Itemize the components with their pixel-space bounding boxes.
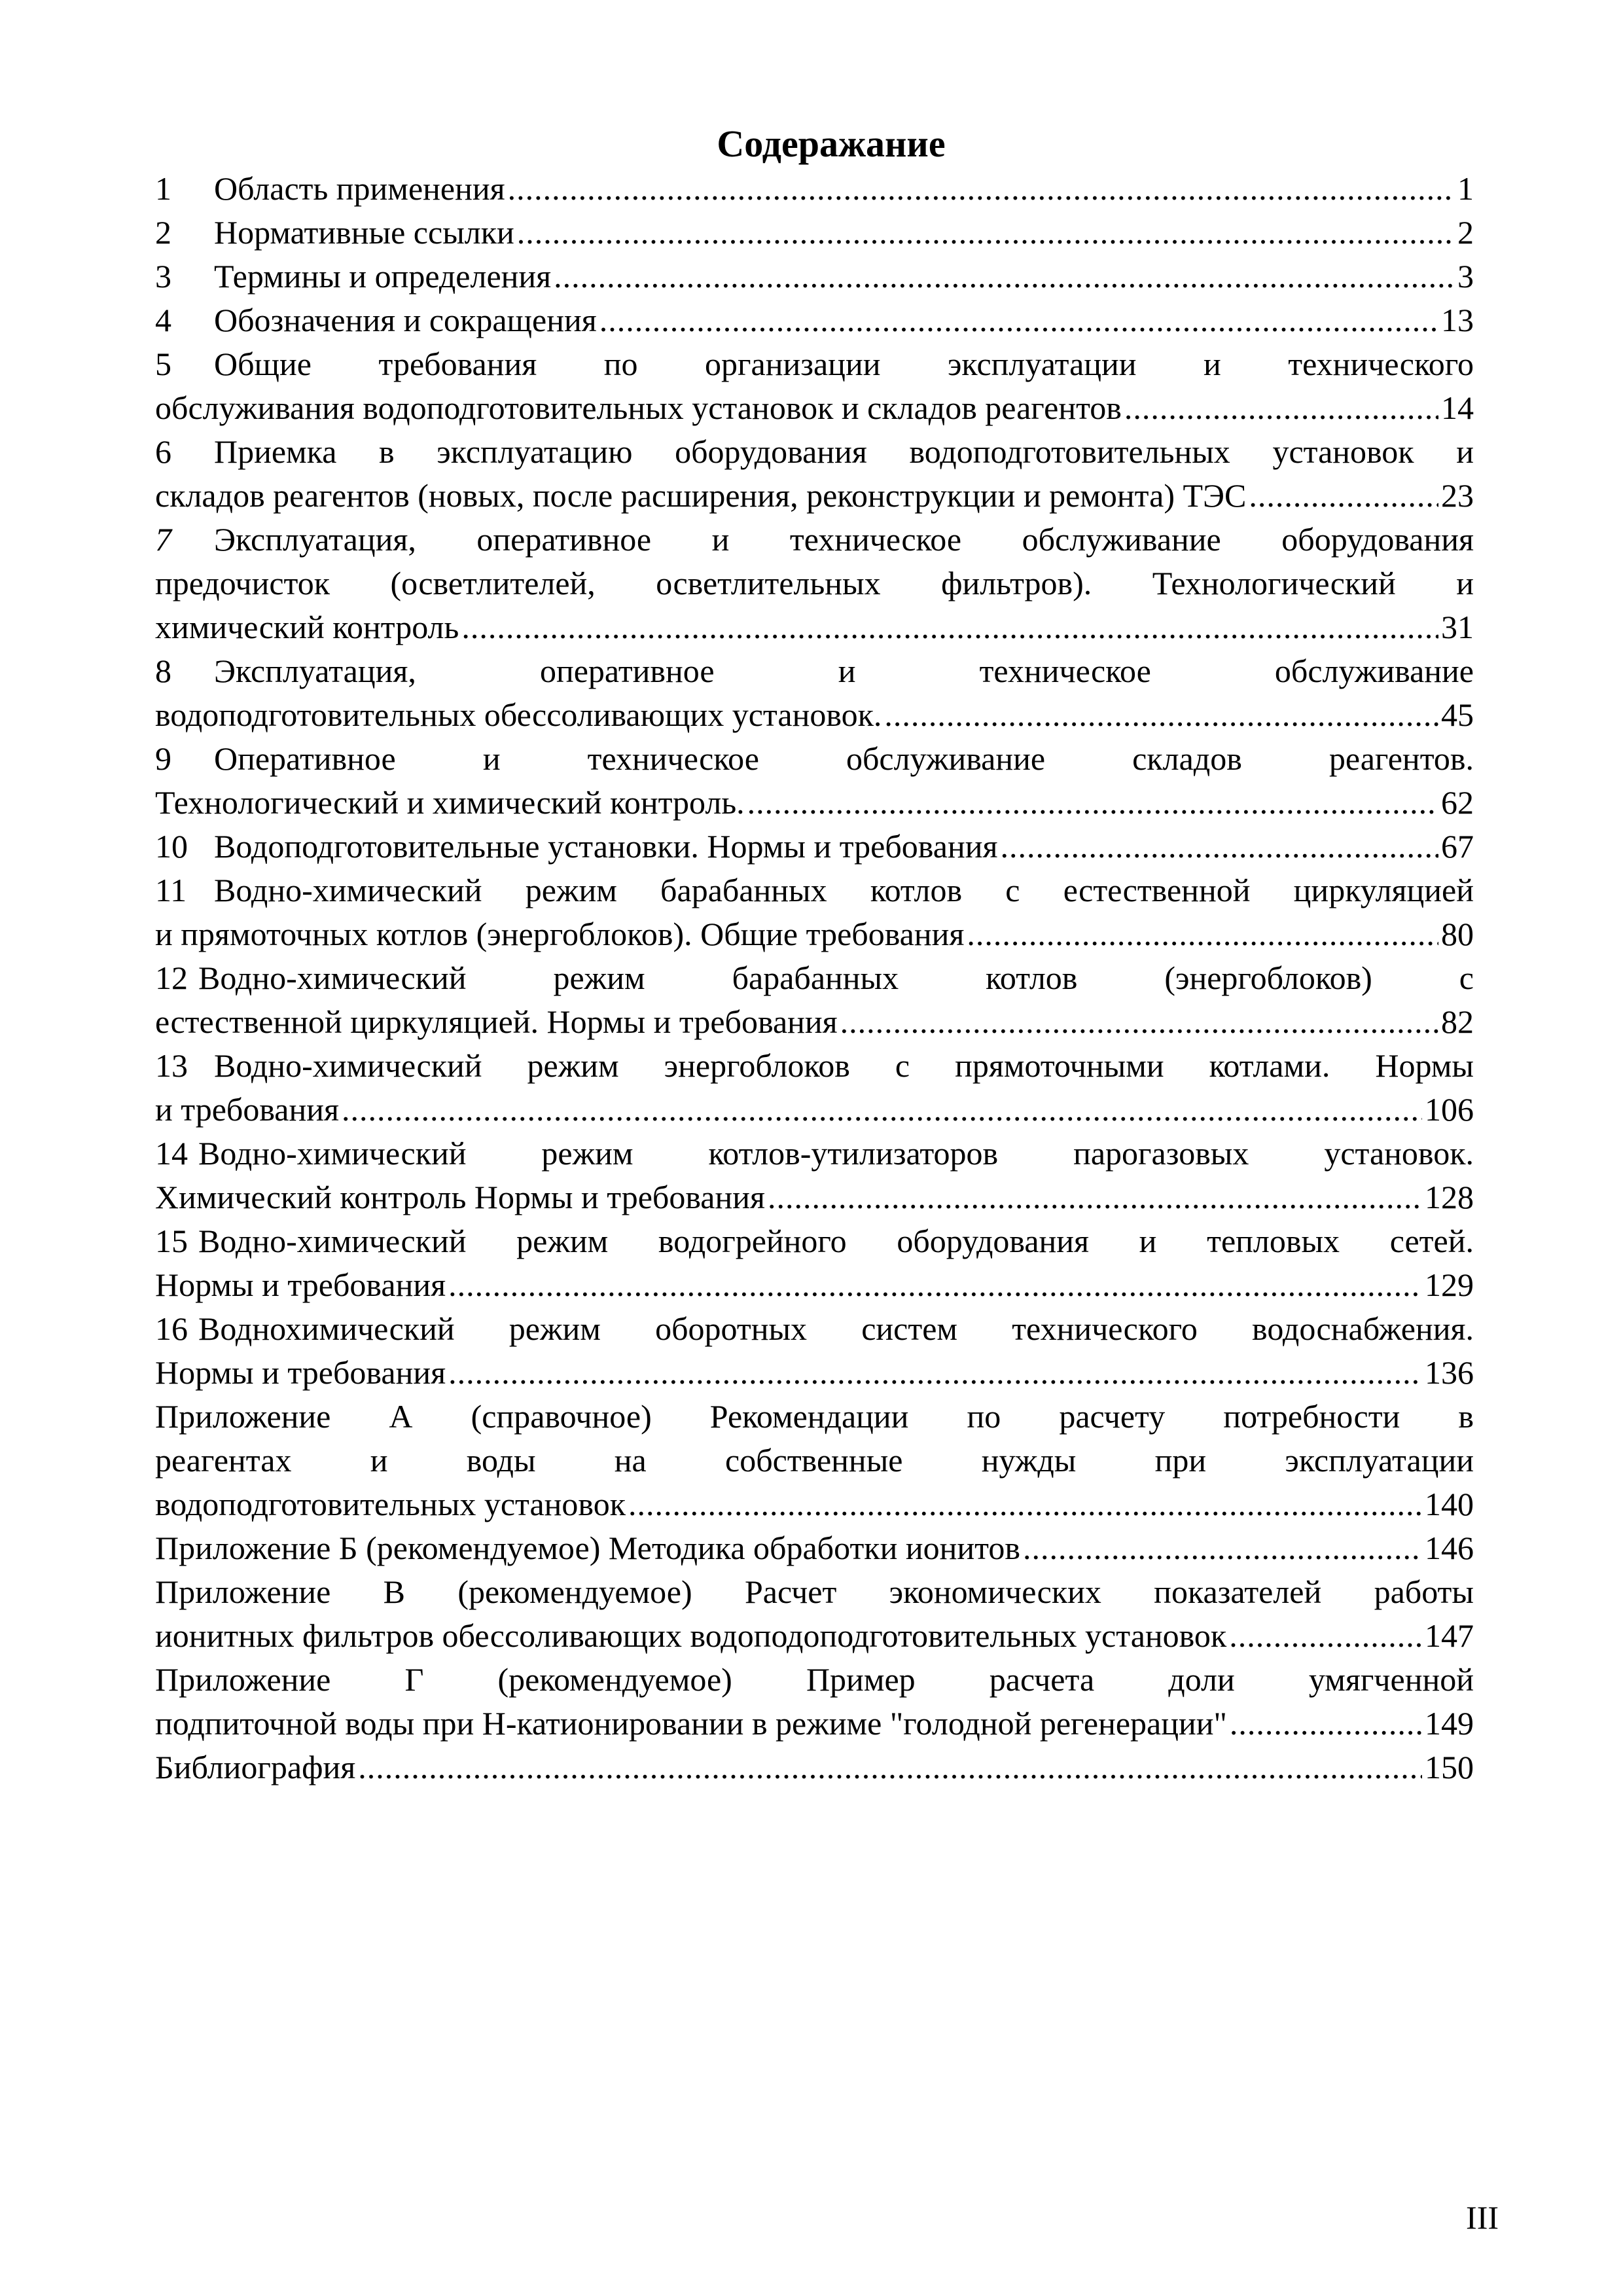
toc-entry-text: Библиография: [155, 1749, 356, 1785]
toc-page-number: 13: [1441, 302, 1474, 338]
toc-page-number: 62: [1441, 784, 1474, 821]
toc-line: [155, 1526, 1474, 1570]
toc-line: [155, 1570, 1474, 1614]
toc-line: [155, 298, 1474, 342]
toc-entry-number: 2: [155, 214, 171, 251]
toc-entry-text: Водно-химический режим водогрейного оборудования и тепловых сетей.: [198, 1223, 1474, 1259]
toc-entry-text: Нормы и требования: [155, 1266, 446, 1303]
dot-leader: [1230, 1702, 1422, 1746]
toc-entry-text: Нормы и требования: [155, 1354, 446, 1391]
toc-entry-text: Химический контроль Нормы и требования: [155, 1179, 766, 1215]
toc-entry-number: 4: [155, 302, 171, 338]
toc-page-number: 82: [1441, 1003, 1474, 1040]
toc-entry-text: Приемка в эксплуатацию оборудования водоподготовительных установок и: [214, 433, 1474, 470]
dot-leader: [967, 912, 1438, 956]
toc-entry-text: водоподготовительных обессоливающих установок.: [155, 696, 882, 733]
toc-line: [155, 1307, 1474, 1351]
toc-entry: [155, 869, 1474, 956]
dot-leader: [884, 693, 1438, 737]
toc-entry-text: Водоподготовительные установки. Нормы и требования: [214, 828, 998, 865]
toc-entry-text: Воднохимический режим оборотных систем технического водоснабжения.: [198, 1310, 1474, 1347]
toc-entry: [155, 430, 1474, 518]
toc-page-number: 147: [1425, 1617, 1474, 1654]
toc-line: [155, 342, 1474, 386]
dot-leader: [508, 167, 1455, 211]
toc-entry: [155, 1219, 1474, 1307]
dot-leader: [358, 1746, 1422, 1789]
toc-entry-text: Водно-химический режим котлов-утилизаторов парогазовых установок.: [198, 1135, 1474, 1172]
toc-entry-number: 10: [155, 828, 188, 865]
toc-line: [155, 825, 1474, 869]
toc-entry: [155, 956, 1474, 1044]
toc-line: [155, 1746, 1474, 1789]
toc-entry-number: 15: [155, 1223, 188, 1259]
dot-leader: [599, 298, 1438, 342]
toc-entry-number: 14: [155, 1135, 188, 1172]
page-number-footer: III: [1466, 2199, 1499, 2236]
toc-entry-number: 5: [155, 346, 171, 382]
toc-line: [155, 912, 1474, 956]
toc-entry-text: и требования: [155, 1091, 340, 1128]
toc-entry: [155, 518, 1474, 649]
dot-leader: [448, 1263, 1422, 1307]
toc-line: [155, 605, 1474, 649]
dot-leader: [628, 1482, 1422, 1526]
dot-leader: [840, 1000, 1438, 1044]
toc-entry-text: Нормативные ссылки: [214, 214, 514, 251]
toc-entry-text: предочисток (осветлителей, осветлительных фильтров). Технологический и: [155, 565, 1474, 601]
toc-entry-text: обслуживания водоподготовительных установок и складов реагентов: [155, 389, 1122, 426]
dot-leader: [342, 1088, 1422, 1132]
table-of-contents: [155, 167, 1474, 1789]
dot-leader: [1229, 1614, 1422, 1658]
toc-line: [155, 430, 1474, 474]
dot-leader: [1124, 386, 1438, 430]
toc-entry-text: и прямоточных котлов (энергоблоков). Общие требования: [155, 916, 965, 952]
toc-entry: [155, 342, 1474, 430]
toc-line: [155, 693, 1474, 737]
toc-line: [155, 255, 1474, 298]
toc-entry-text: Водно-химический режим барабанных котлов (энергоблоков) с: [198, 960, 1474, 996]
toc-line: [155, 167, 1474, 211]
toc-entry-text: Технологический и химический контроль.: [155, 784, 745, 821]
toc-entry: [155, 298, 1474, 342]
toc-line: [155, 737, 1474, 781]
dot-leader: [554, 255, 1455, 298]
toc-entry-text: Водно-химический режим энергоблоков с прямоточными котлами. Нормы: [214, 1047, 1474, 1084]
toc-line: [155, 1000, 1474, 1044]
toc-line: [155, 649, 1474, 693]
toc-entry-number: 8: [155, 653, 171, 689]
dot-leader: [461, 605, 1438, 649]
dot-leader: [1023, 1526, 1422, 1570]
toc-entry-text: Область применения: [214, 170, 505, 207]
toc-entry-text: Оперативное и техническое обслуживание складов реагентов.: [214, 740, 1474, 777]
toc-page-number: 106: [1425, 1091, 1474, 1128]
toc-entry-text: реагентах и воды на собственные нужды при эксплуатации: [155, 1442, 1474, 1479]
toc-line: [155, 1263, 1474, 1307]
toc-entry-text: Приложение А (справочное) Рекомендации по расчету потребности в: [155, 1398, 1474, 1435]
toc-entry-number: 6: [155, 433, 171, 470]
toc-entry-number: 3: [155, 258, 171, 295]
toc-entry: [155, 167, 1474, 211]
toc-entry-number: 7: [155, 521, 171, 558]
toc-entry-number: 1: [155, 170, 171, 207]
toc-line: [155, 386, 1474, 430]
toc-entry: [155, 825, 1474, 869]
toc-page-number: 128: [1425, 1179, 1474, 1215]
toc-entry-text: Приложение Г (рекомендуемое) Пример расчета доли умягченной: [155, 1661, 1474, 1698]
toc-line: [155, 1482, 1474, 1526]
toc-line: [155, 1044, 1474, 1088]
toc-entry-text: складов реагентов (новых, после расширения, реконструкции и ремонта) ТЭС: [155, 477, 1247, 514]
toc-entry-number: 12: [155, 960, 188, 996]
toc-page-number: 14: [1441, 389, 1474, 426]
toc-page-number: 67: [1441, 828, 1474, 865]
toc-entry-text: Водно-химический режим барабанных котлов с естественной циркуляцией: [214, 872, 1474, 908]
toc-page-number: 23: [1441, 477, 1474, 514]
toc-page-number: 45: [1441, 696, 1474, 733]
toc-line: [155, 1614, 1474, 1658]
toc-entry: [155, 1395, 1474, 1526]
toc-entry-text: ионитных фильтров обессоливающих водоподоподготовительных установок: [155, 1617, 1227, 1654]
toc-entry: [155, 1658, 1474, 1746]
toc-entry: [155, 1570, 1474, 1658]
toc-entry-text: водоподготовительных установок: [155, 1486, 626, 1522]
toc-line: [155, 1088, 1474, 1132]
dot-leader: [768, 1175, 1422, 1219]
toc-page-number: 129: [1425, 1266, 1474, 1303]
toc-entry: [155, 1044, 1474, 1132]
toc-entry: [155, 1746, 1474, 1789]
toc-entry: [155, 255, 1474, 298]
toc-entry: [155, 649, 1474, 737]
dot-leader: [1000, 825, 1438, 869]
toc-entry-text: Приложение Б (рекомендуемое) Методика обработки ионитов: [155, 1530, 1020, 1566]
toc-title: Содеражание: [717, 122, 946, 165]
toc-entry: [155, 1307, 1474, 1395]
toc-entry-number: 13: [155, 1047, 188, 1084]
toc-line: [155, 474, 1474, 518]
dot-leader: [1249, 474, 1438, 518]
toc-entry: [155, 737, 1474, 825]
toc-entry: [155, 1132, 1474, 1219]
toc-entry-text: подпиточной воды при Н-катионировании в режиме "голодной регенерации": [155, 1705, 1227, 1742]
toc-entry-text: естественной циркуляцией. Нормы и требования: [155, 1003, 838, 1040]
toc-entry-text: Обозначения и сокращения: [214, 302, 597, 338]
toc-line: [155, 1439, 1474, 1482]
toc-page-number: 2: [1457, 214, 1474, 251]
toc-line: [155, 211, 1474, 255]
toc-line: [155, 869, 1474, 912]
dot-leader: [448, 1351, 1422, 1395]
toc-line: [155, 1351, 1474, 1395]
dot-leader: [747, 781, 1438, 825]
toc-line: [155, 1132, 1474, 1175]
toc-entry-text: химический контроль: [155, 609, 459, 645]
toc-page-number: 146: [1425, 1530, 1474, 1566]
toc-entry-text: Приложение В (рекомендуемое) Расчет экономических показателей работы: [155, 1573, 1474, 1610]
toc-line: [155, 781, 1474, 825]
toc-entry-text: Общие требования по организации эксплуатации и технического: [214, 346, 1474, 382]
toc-line: [155, 1219, 1474, 1263]
toc-page-number: 140: [1425, 1486, 1474, 1522]
toc-entry-text: Эксплуатация, оперативное и техническое обслуживание: [214, 653, 1474, 689]
toc-line: [155, 1702, 1474, 1746]
toc-entry-text: Эксплуатация, оперативное и техническое обслуживание оборудования: [214, 521, 1474, 558]
toc-line: [155, 1658, 1474, 1702]
toc-entry-number: 11: [155, 872, 187, 908]
dot-leader: [517, 211, 1455, 255]
toc-line: [155, 1395, 1474, 1439]
toc-entry-text: Термины и определения: [214, 258, 552, 295]
toc-entry: [155, 211, 1474, 255]
toc-line: [155, 562, 1474, 605]
toc-page-number: 149: [1425, 1705, 1474, 1742]
toc-page-number: 3: [1457, 258, 1474, 295]
toc-page-number: 80: [1441, 916, 1474, 952]
toc-line: [155, 1175, 1474, 1219]
toc-page-number: 150: [1425, 1749, 1474, 1785]
toc-page-number: 31: [1441, 609, 1474, 645]
toc-page-number: 136: [1425, 1354, 1474, 1391]
toc-page-number: 1: [1457, 170, 1474, 207]
toc-entry-number: 9: [155, 740, 171, 777]
toc-line: [155, 518, 1474, 562]
toc-entry: [155, 1526, 1474, 1570]
toc-line: [155, 956, 1474, 1000]
toc-entry-number: 16: [155, 1310, 188, 1347]
